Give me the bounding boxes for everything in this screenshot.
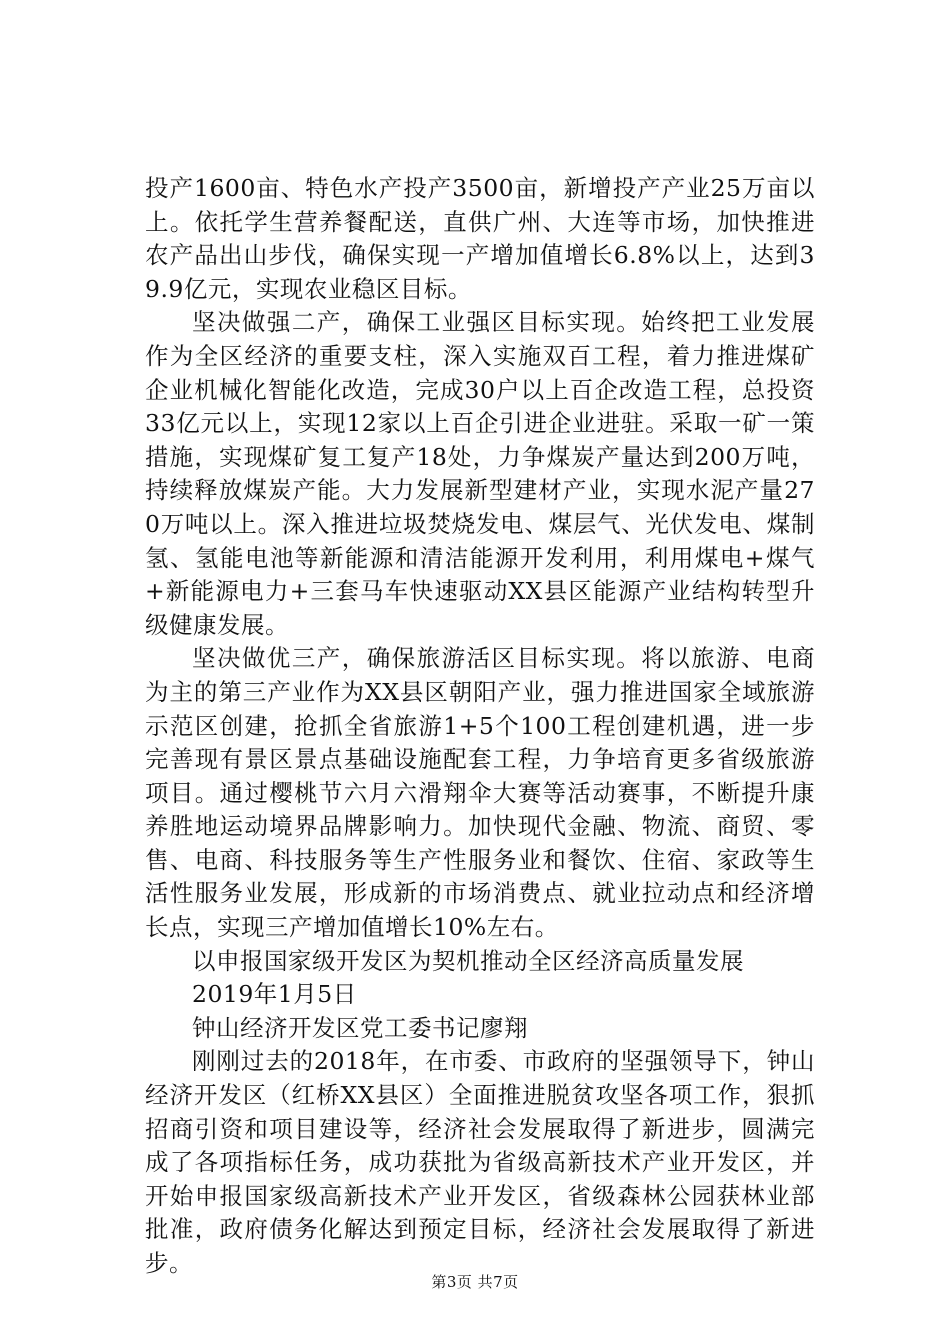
article-date: 2019年1月5日 (192, 980, 357, 1009)
article-author: 钟山经济开发区党工委书记廖翔 (192, 1013, 528, 1042)
paragraph-tertiary-industry: 坚决做优三产，确保旅游活区目标实现。将以旅游、电商为主的第三产业作为XX县区朝阳产业，强力推进国家全域旅游示范区创建，抢抓全省旅游1+5个100工程创建机遇，进一步完善现有景区景点基础设施配套工程，力争培育更多省级旅游项目。通过樱桃节六月六滑翔伞大赛等活动赛事，不断提升康养胜地运动境界品牌影响力。加快现代金融、物流、商贸、零售、电商、科技服务等生产性服务业和餐饮、住宿、家政等生活性服务业发展，形成新的市场消费点、就业拉动点和经济增长点，实现三产增加值增长10%左右。 (145, 644, 815, 942)
paragraph-review-2018: 刚刚过去的2018年，在市委、市政府的坚强领导下，钟山经济开发区（红桥XX县区）全面推进脱贫攻坚各项工作，狠抓招商引资和项目建设等，经济社会发展取得了新进步，圆满完成了各项指标任务，成功获批为省级高新技术产业开发区，并开始申报国家级高新技术产业开发区，省级森林公园获林业部批准，政府债务化解达到预定目标，经济社会发展取得了新进步。 (145, 1047, 815, 1277)
page-footer: 第3页 共7页 (431, 1273, 519, 1291)
document-body (145, 172, 815, 1281)
article-title: 以申报国家级开发区为契机推动全区经济高质量发展 (192, 946, 744, 975)
paragraph-continued: 投产1600亩、特色水产投产3500亩，新增投产产业25万亩以上。依托学生营养餐配送，直供广州、大连等市场，加快推进农产品出山步伐，确保实现一产增加值增长6.8%以上，达到39.9亿元，实现农业稳区目标。 (145, 174, 815, 303)
paragraph-secondary-industry: 坚决做强二产，确保工业强区目标实现。始终把工业发展作为全区经济的重要支柱，深入实施双百工程，着力推进煤矿企业机械化智能化改造，完成30户以上百企改造工程，总投资33亿元以上，实现12家以上百企引进企业进驻。采取一矿一策措施，实现煤矿复工复产18处，力争煤炭产量达到200万吨，持续释放煤炭产能。大力发展新型建材产业，实现水泥产量270万吨以上。深入推进垃圾焚烧发电、煤层气、光伏发电、煤制氢、氢能电池等新能源和清洁能源开发利用，利用煤电+煤气+新能源电力+三套马车快速驱动XX县区能源产业结构转型升级健康发展。 (145, 308, 815, 639)
